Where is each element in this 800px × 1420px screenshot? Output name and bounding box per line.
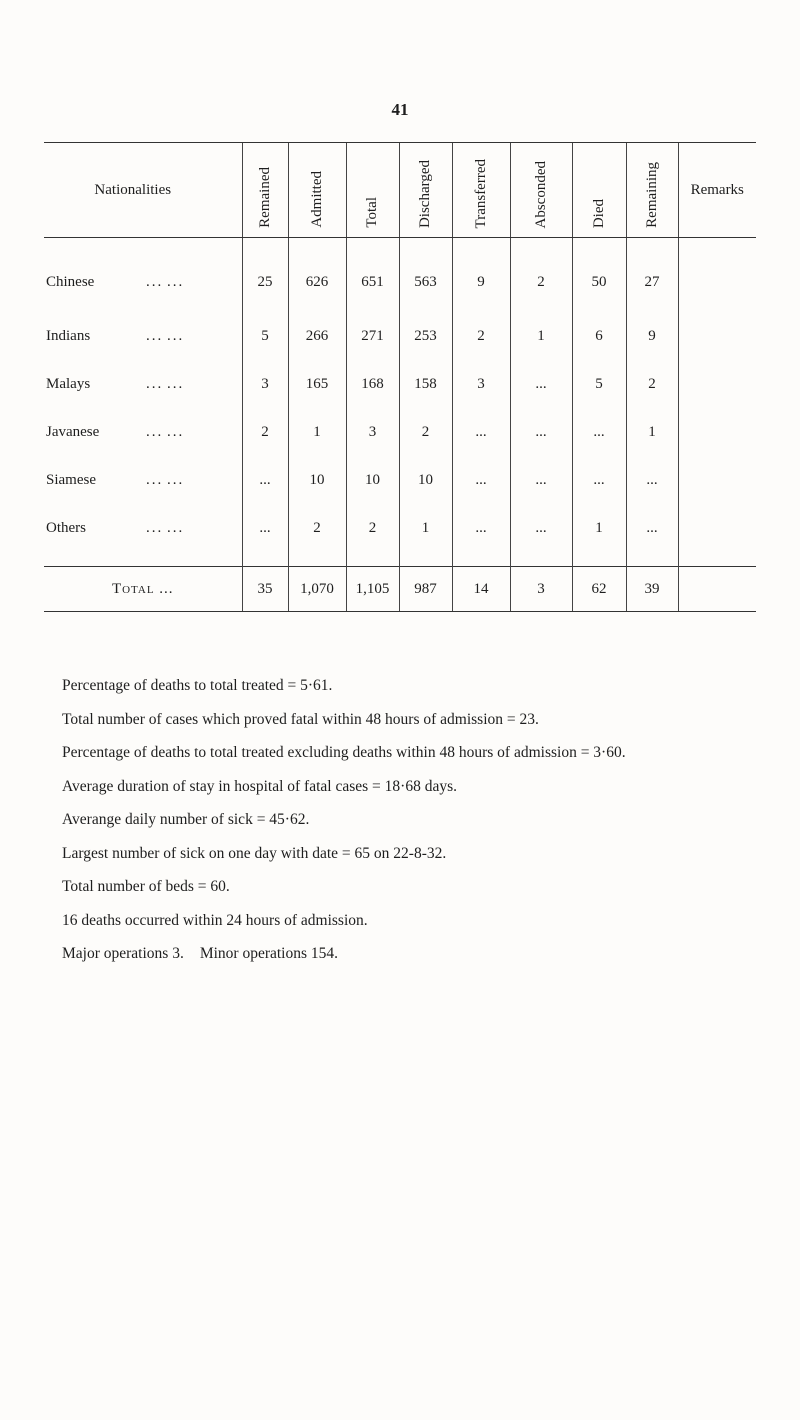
header-transferred-label: Transferred [472, 158, 489, 228]
cell-died: 5 [572, 360, 626, 408]
cell-remarks [678, 456, 756, 504]
header-discharged [399, 143, 452, 238]
minor-operations: Minor operations 154. [199, 945, 339, 962]
spacer-cell [242, 552, 288, 567]
cell-remaining: 27 [626, 238, 678, 313]
table-row [44, 312, 756, 360]
header-died-label: Died [590, 198, 607, 228]
spacer-cell [452, 552, 510, 567]
statistics-notes [62, 676, 782, 974]
cell-total: 168 [346, 360, 399, 408]
note-operations [62, 944, 782, 974]
cell-total: 271 [346, 312, 399, 360]
total-total: 1,105 [346, 567, 399, 612]
table-row [44, 504, 756, 552]
header-absconded-label: Absconded [532, 160, 549, 228]
leader-dots: ... [146, 273, 164, 290]
page-number: 41 [391, 100, 409, 119]
spacer-cell [626, 552, 678, 567]
leader-dots: ... [167, 519, 185, 536]
nationality-statistics-table [44, 142, 756, 612]
cell-remaining: 2 [626, 360, 678, 408]
row-nationality [44, 360, 242, 408]
major-operations: Major operations 3. [62, 945, 184, 962]
spacer-cell [510, 552, 572, 567]
header-died [572, 143, 626, 238]
cell-transferred: ... [452, 456, 510, 504]
header-discharged-label: Discharged [417, 159, 433, 228]
cell-remarks [678, 238, 756, 313]
note-largest-sick: Largest number of sick on one day with date = 65 on 22-8-32. [62, 844, 447, 862]
spacer-cell [678, 552, 756, 567]
spacer-cell [44, 552, 242, 567]
cell-admitted: 266 [288, 312, 346, 360]
total-admitted: 1,070 [288, 567, 346, 612]
cell-absconded: ... [510, 408, 572, 456]
header-absconded [510, 143, 572, 238]
cell-admitted: 2 [288, 504, 346, 552]
total-discharged: 987 [399, 567, 452, 612]
header-remaining-label: Remaining [643, 162, 660, 228]
nationality-name: Siamese [46, 471, 96, 488]
note-average-stay: Average duration of stay in hospital of fatal cases = 18·68 days. [62, 777, 457, 795]
note-percentage-excluding: Percentage of deaths to total treated excluding deaths within 48 hours of admission = 3·60. [62, 744, 626, 761]
leader-dots: ... [146, 327, 164, 344]
cell-transferred: 3 [452, 360, 510, 408]
note-deaths-24-hours: 16 deaths occurred within 24 hours of admission. [62, 911, 368, 929]
table-spacer-row [44, 552, 756, 567]
table-total-row [44, 567, 756, 612]
cell-remained: 25 [242, 238, 288, 313]
spacer-cell [572, 552, 626, 567]
header-remarks: Remarks [678, 143, 756, 238]
nationality-name: Javanese [46, 423, 100, 440]
leader-dots: ... [146, 519, 164, 536]
nationality-name: Malays [46, 375, 91, 392]
table-header-row [44, 143, 756, 238]
cell-total: 651 [346, 238, 399, 313]
cell-died: 6 [572, 312, 626, 360]
cell-remaining: ... [626, 456, 678, 504]
spacer-cell [346, 552, 399, 567]
nationality-name: Indians [46, 327, 91, 344]
cell-remarks [678, 360, 756, 408]
cell-total: 2 [346, 504, 399, 552]
note-fatal-48-hours: Total number of cases which proved fatal within 48 hours of admission = 23. [62, 710, 539, 728]
cell-transferred: 9 [452, 238, 510, 313]
table-row [44, 360, 756, 408]
row-nationality [44, 238, 242, 313]
total-remained: 35 [242, 567, 288, 612]
cell-admitted: 1 [288, 408, 346, 456]
cell-discharged: 2 [399, 408, 452, 456]
leader-dots: ... [167, 273, 185, 290]
leader-dots: ... [167, 327, 185, 344]
table-row [44, 238, 756, 313]
total-died: 62 [572, 567, 626, 612]
cell-remained: 5 [242, 312, 288, 360]
leader-dots: ... [146, 375, 164, 392]
statistics-table-container [44, 142, 756, 612]
cell-discharged: 10 [399, 456, 452, 504]
cell-transferred: 2 [452, 312, 510, 360]
cell-admitted: 10 [288, 456, 346, 504]
cell-remarks [678, 312, 756, 360]
header-total [346, 143, 399, 238]
cell-remained: ... [242, 504, 288, 552]
leader-dots: ... [167, 423, 185, 440]
nationality-name: Chinese [46, 273, 95, 290]
leader-dots: ... [146, 423, 164, 440]
cell-absconded: ... [510, 360, 572, 408]
cell-absconded: 1 [510, 312, 572, 360]
header-remained-label: Remained [256, 167, 273, 228]
row-nationality [44, 312, 242, 360]
leader-dots: ... [167, 471, 185, 488]
total-remaining: 39 [626, 567, 678, 612]
cell-discharged: 253 [399, 312, 452, 360]
header-total-label: Total [364, 197, 380, 228]
spacer-cell [288, 552, 346, 567]
nationality-name: Others [46, 519, 86, 536]
cell-remained: 3 [242, 360, 288, 408]
row-nationality [44, 504, 242, 552]
row-nationality [44, 408, 242, 456]
total-label: Total ... [44, 567, 242, 612]
total-remarks [678, 567, 756, 612]
cell-died: 1 [572, 504, 626, 552]
header-nationalities: Nationalities [44, 143, 242, 238]
header-admitted [288, 143, 346, 238]
leader-dots: ... [146, 471, 164, 488]
note-percentage-deaths: Percentage of deaths to total treated = 5·61. [62, 677, 333, 694]
cell-total: 3 [346, 408, 399, 456]
total-absconded: 3 [510, 567, 572, 612]
note-average-daily-sick: Averange daily number of sick = 45·62. [62, 811, 310, 828]
header-remaining [626, 143, 678, 238]
cell-remaining: 9 [626, 312, 678, 360]
cell-remained: 2 [242, 408, 288, 456]
cell-died: ... [572, 408, 626, 456]
header-transferred [452, 143, 510, 238]
cell-died: 50 [572, 238, 626, 313]
header-admitted-label: Admitted [308, 171, 325, 228]
cell-remained: ... [242, 456, 288, 504]
cell-total: 10 [346, 456, 399, 504]
cell-remaining: ... [626, 504, 678, 552]
cell-absconded: ... [510, 504, 572, 552]
cell-discharged: 563 [399, 238, 452, 313]
leader-dots: ... [167, 375, 185, 392]
total-transferred: 14 [452, 567, 510, 612]
cell-remarks [678, 504, 756, 552]
cell-admitted: 165 [288, 360, 346, 408]
note-total-beds: Total number of beds = 60. [62, 878, 230, 895]
header-remained [242, 143, 288, 238]
cell-discharged: 1 [399, 504, 452, 552]
cell-remarks [678, 408, 756, 456]
cell-absconded: 2 [510, 238, 572, 313]
cell-died: ... [572, 456, 626, 504]
table-row [44, 408, 756, 456]
spacer-cell [399, 552, 452, 567]
cell-absconded: ... [510, 456, 572, 504]
row-nationality [44, 456, 242, 504]
cell-discharged: 158 [399, 360, 452, 408]
cell-admitted: 626 [288, 238, 346, 313]
cell-remaining: 1 [626, 408, 678, 456]
cell-transferred: ... [452, 408, 510, 456]
cell-transferred: ... [452, 504, 510, 552]
table-row [44, 456, 756, 504]
